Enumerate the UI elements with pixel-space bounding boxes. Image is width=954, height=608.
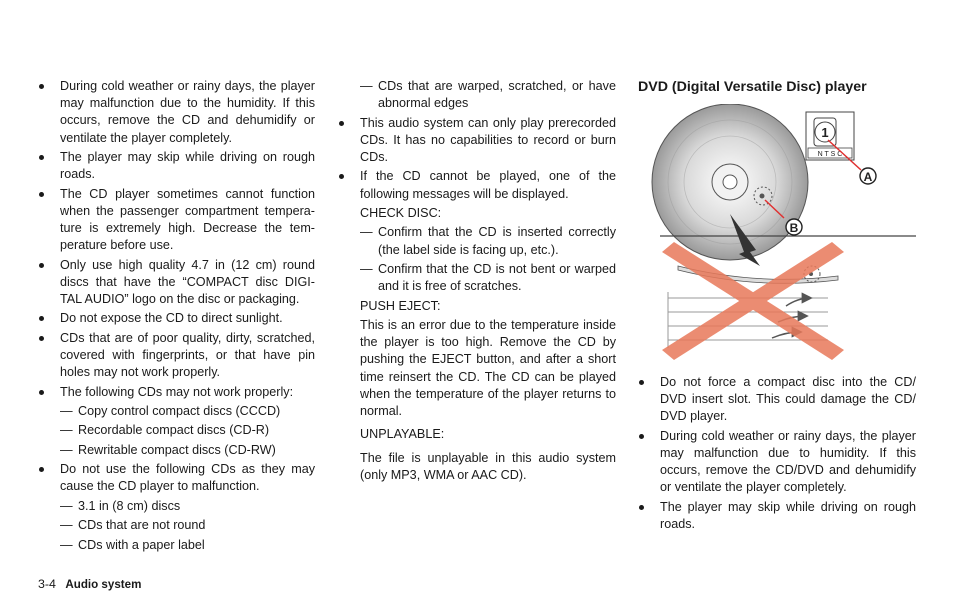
list-item: Do not use the following CDs as they may cause the CD player to malfunction. bbox=[60, 462, 315, 494]
list-item: If the CD cannot be played, one of the following messages will be displayed. bbox=[360, 169, 616, 201]
section-heading: DVD (Digital Versatile Disc) player bbox=[638, 79, 867, 95]
list-item: Do not expose the CD to direct sunlight. bbox=[60, 311, 283, 326]
callout-a-label: A bbox=[863, 170, 873, 184]
list-item: The following CDs may not work properly: bbox=[60, 384, 294, 399]
list-item: Do not force a compact disc into the CD/ DVD insert slot. This could damage the CD/ DVD player. bbox=[660, 375, 916, 424]
region-code-logo bbox=[806, 112, 854, 160]
region-number: 1 bbox=[821, 125, 829, 140]
message-label-push-eject: PUSH EJECT: bbox=[360, 298, 441, 313]
list-item: The CD player sometimes cannot function when the passenger compartment tempera-ture is extremely high. Decrease the tem-perature before use. bbox=[60, 186, 315, 253]
left-column bbox=[38, 78, 315, 556]
list-item: CDs that are of poor quality, dirty, scratched, covered with fingerprints, or that have pin holes may not work properly. bbox=[60, 330, 315, 380]
sub-list-item: — CDs with a paper label bbox=[60, 537, 205, 552]
right-column bbox=[638, 78, 916, 535]
list-item: The player may skip while driving on rough roads. bbox=[60, 150, 315, 182]
sub-list-item: — CDs that are warped, scratched, or have abnormal edges bbox=[360, 79, 616, 111]
section-title: Audio system bbox=[65, 578, 142, 591]
sub-list-item: — Recordable compact discs (CD-R) bbox=[60, 423, 270, 438]
list-item: Only use high quality 4.7 in (12 cm) round discs that have the “COMPACT disc DIGI-TAL AUDIO” logo on the disc or packaging. bbox=[60, 257, 315, 306]
page-number: 3-4 bbox=[38, 577, 56, 591]
sub-list-item: — CDs that are not round bbox=[60, 518, 206, 533]
push-eject-description: This is an error due to the temperature inside the player is too high. Remove the CD by pushing the EJECT button, and after a short time reinsert the CD. The CD can be played when the temperature of the player returns to normal. bbox=[360, 317, 616, 418]
list-item: The player may skip while driving on rough roads. bbox=[660, 499, 916, 531]
list-item: During cold weather or rainy days, the player may malfunction due to humidity. If this occurs, remove the CD/DVD and dehumidify or ventilate the player completely. bbox=[660, 428, 916, 495]
unplayable-description: The file is unplayable in this audio system (only MP3, WMA or AAC CD). bbox=[360, 450, 616, 482]
sub-list-item: — Confirm that the CD is not bent or warped and it is free of scratches. bbox=[360, 261, 616, 294]
message-label-check-disc: CHECK DISC: bbox=[360, 205, 442, 220]
middle-column bbox=[338, 78, 616, 486]
sub-list-item: — Rewritable compact discs (CD-RW) bbox=[60, 442, 276, 457]
message-label-unplayable: UNPLAYABLE: bbox=[360, 427, 445, 442]
page-footer bbox=[38, 577, 141, 591]
small-arrow-icon bbox=[786, 298, 810, 306]
dvd-illustration bbox=[638, 104, 916, 362]
sub-list-item: — Copy control compact discs (CCCD) bbox=[60, 403, 281, 418]
callout-b-label: B bbox=[789, 221, 799, 235]
list-item: This audio system can only play prerecorded CDs. It has no capabilities to record or burn CDs. bbox=[360, 115, 616, 164]
disc-diagram bbox=[638, 104, 916, 362]
sub-list-item: — Confirm that the CD is inserted correctly (the label side is facing up, etc.). bbox=[360, 225, 616, 257]
ntsc-label: N T S C bbox=[817, 151, 843, 158]
list-item: During cold weather or rainy days, the player may malfunction due to the humidity. If this occurs, remove the CD and dehumidify or ventilate the player completely. bbox=[60, 79, 315, 145]
sub-list-item: — 3.1 in (8 cm) discs bbox=[60, 498, 181, 513]
